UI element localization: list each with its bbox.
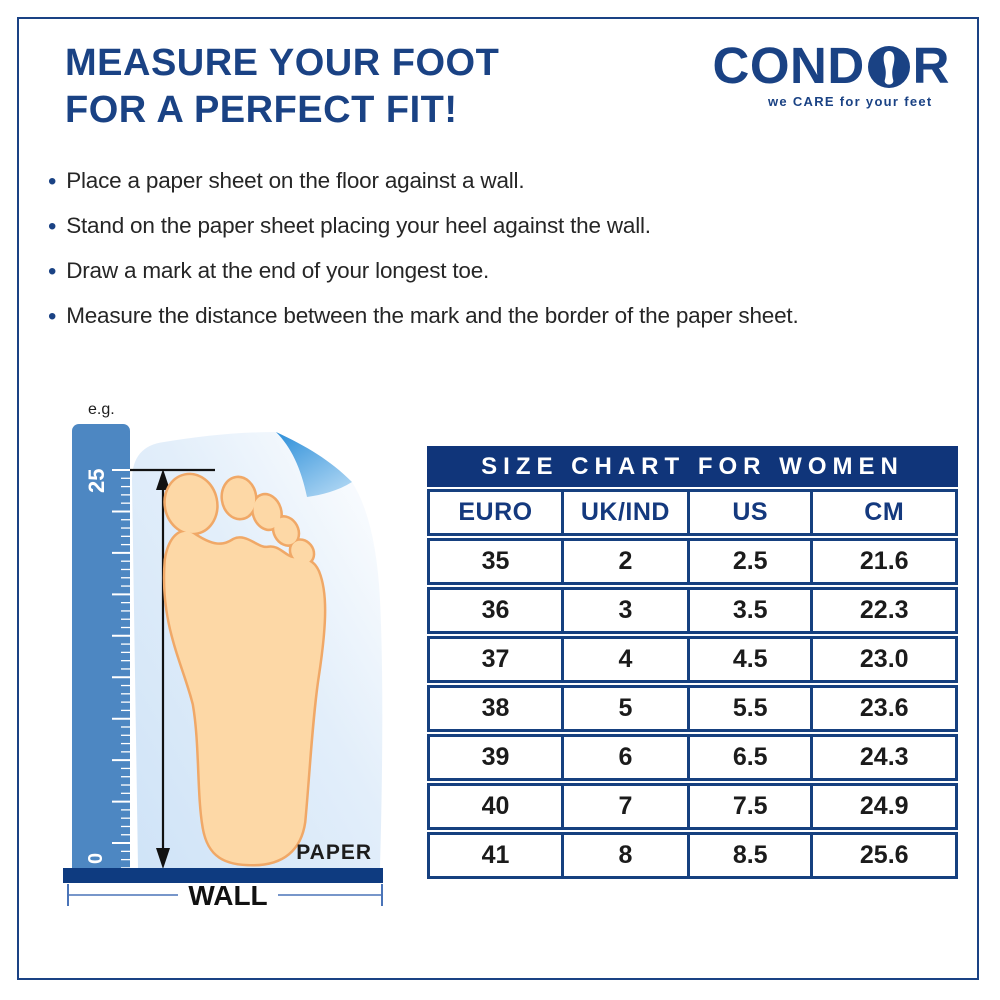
table-cell: 23.6 [810,688,955,729]
table-cell: 5 [561,688,687,729]
ruler-graphic [72,424,130,870]
table-cell: 6.5 [687,737,811,778]
table-cell: 3.5 [687,590,811,631]
table-cell: 6 [561,737,687,778]
foot-in-circle-icon [866,43,912,89]
table-cell: 23.0 [810,639,955,680]
table-cell: 24.9 [810,786,955,827]
wall-label: WALL [188,880,268,911]
table-cell: 39 [481,743,510,771]
table-cell: 24.3 [810,737,955,778]
page-title-line2: FOR A PERFECT FIT! [65,88,458,131]
bullet-dot: • [48,303,57,330]
page-title [65,40,499,133]
table-cell: 2 [561,541,687,582]
table-cell: 41 [481,841,510,869]
column-header: EURO [458,498,533,526]
table-cell: 36 [481,596,510,624]
table-cell: 25.6 [810,835,955,876]
table-cell: 3 [561,590,687,631]
page-title-line1: MEASURE YOUR FOOT [65,42,500,84]
table-cell: 2.5 [687,541,811,582]
table-cell: 35 [481,547,510,575]
size-chart-body [427,538,958,879]
instruction-item [48,168,948,194]
table-row [427,832,958,879]
instruction-text: Draw a mark at the end of your longest toe. [66,258,490,283]
bullet-dot: • [48,258,57,285]
size-chart [427,446,958,879]
logo-text-end: R [912,37,950,94]
instruction-text: Stand on the paper sheet placing your heel against the wall. [66,213,651,238]
table-cell: 8.5 [687,835,811,876]
paper-label: PAPER [296,841,372,864]
table-cell: 21.6 [810,541,955,582]
table-row [427,636,958,683]
table-cell: 7 [561,786,687,827]
instruction-item [48,258,948,284]
table-row [427,783,958,830]
table-cell: 38 [481,694,510,722]
wall-dimension [68,880,382,911]
table-row [427,587,958,634]
example-label: e.g. [88,401,115,418]
bullet-dot: • [48,168,57,195]
bullet-dot: • [48,213,57,240]
table-row [427,685,958,732]
table-cell: 4 [561,639,687,680]
foot-measurement-illustration [60,398,400,923]
instruction-list [48,168,948,348]
ruler-top-value: 25 [84,468,109,493]
logo-tagline: we CARE for your feet [767,94,933,109]
table-cell: 22.3 [810,590,955,631]
size-chart-title: SIZE CHART FOR WOMEN [427,446,958,487]
instruction-item [48,213,948,239]
condor-logo [712,37,950,109]
table-cell: 37 [481,645,510,673]
condor-logo-word [712,37,950,94]
table-cell: 40 [481,792,510,820]
size-chart-header-row [427,489,958,536]
table-cell: 5.5 [687,688,811,729]
ruler-bottom-value: 0 [85,852,107,864]
table-row [427,538,958,585]
instruction-text: Place a paper sheet on the floor against a wall. [66,168,525,193]
column-header: CM [810,492,955,533]
table-cell: 8 [561,835,687,876]
table-cell: 4.5 [687,639,811,680]
table-row [427,734,958,781]
instruction-item [48,303,948,329]
column-header: US [687,492,811,533]
table-cell: 7.5 [687,786,811,827]
instruction-text: Measure the distance between the mark and the border of the paper sheet. [66,303,799,328]
column-header: UK/IND [561,492,687,533]
logo-text-start: COND [712,37,865,94]
